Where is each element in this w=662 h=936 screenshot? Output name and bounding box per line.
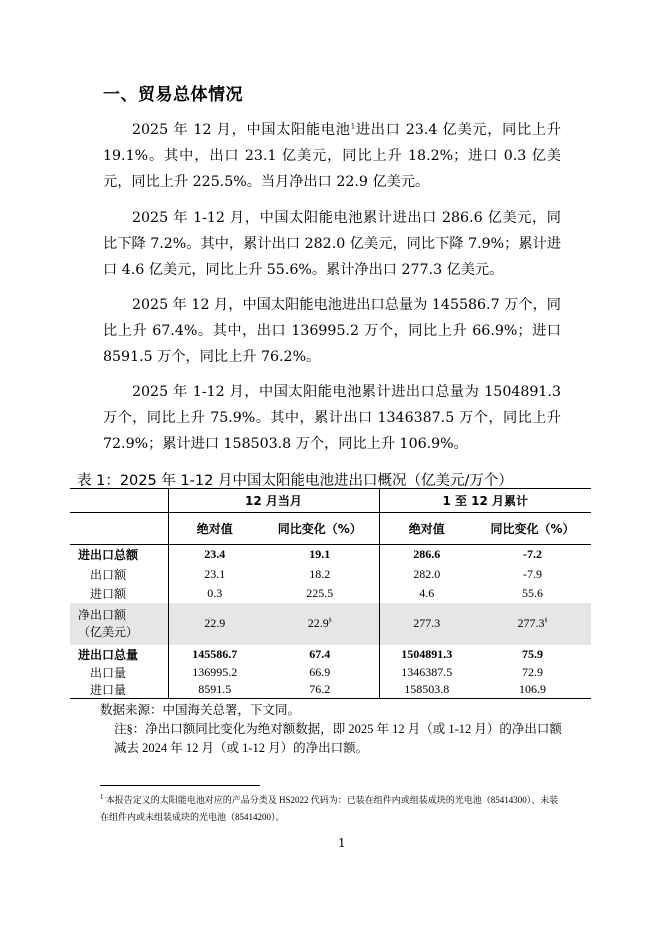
table-group-header-row <box>70 489 591 513</box>
table-cell: -7.9 <box>523 566 542 581</box>
table-cell: 66.9 <box>261 664 379 681</box>
table-row <box>70 681 591 699</box>
paragraph-1 <box>103 117 561 195</box>
table-cell: 19.1 <box>261 545 379 565</box>
footnote-reference[interactable]: 1 <box>350 122 356 131</box>
paragraph-2: 2025 年 1-12 月，中国太阳能电池累计进出口 286.6 亿美元，同比下降 7.2%。其中，累计出口 282.0 亿美元，同比下降 7.9%；累计进口 4.6 亿美元，同比上升 55.6%。累计净出口 277.3 亿美元。 <box>103 210 561 278</box>
table-cell: 136995.2 <box>192 664 238 679</box>
net-export-note <box>100 720 565 758</box>
row-label-export-value: 出口额 <box>70 565 168 584</box>
table-cell: 145586.7 <box>192 646 238 661</box>
table-cell: 23.4 <box>204 547 226 562</box>
col-header-month-yoy: 同比变化（%） <box>261 513 379 545</box>
table-cell: 23.1 <box>204 566 226 581</box>
col-header-cum-yoy: 同比变化（%） <box>490 522 575 536</box>
paragraph-1-text-a: 2025 年 12 月，中国太阳能电池 <box>132 122 351 138</box>
table-row <box>70 545 591 565</box>
table-row <box>70 645 591 664</box>
table-title: 表 1：2025 年 1-12 月中国太阳能电池进出口概况（亿美元/万个） <box>77 473 513 489</box>
paragraph-1-text-b: 进出口 23.4 亿美元，同比上升 19.1%。其中，出口 23.1 亿美元，同比上升 18.2%；进口 0.3 亿美元，同比上升 225.5%。当月净出口 22.9 亿美元。 <box>103 122 561 190</box>
table-cell: 1504891.3 <box>401 646 453 661</box>
section-mark: § <box>328 618 332 624</box>
table-row <box>70 603 591 645</box>
table-cell: 0.3 <box>207 585 223 600</box>
table-cell-value: 22.9 <box>307 616 329 630</box>
table-cell-value: 277.3 <box>517 616 545 630</box>
paragraph-4: 2025 年 1-12 月，中国太阳能电池累计进出口总量为 1504891.3 万个，同比上升 75.9%。其中，累计出口 1346387.5 万个，同比上升 72.9%；累计进口 158503.8 万个，同比上升 106.9%。 <box>103 384 561 452</box>
table-cell <box>474 603 591 645</box>
table-corner-cell <box>70 489 168 513</box>
section-heading: 一、贸易总体情况 <box>103 85 243 105</box>
table-cell: 277.3 <box>379 603 474 645</box>
table-row-label-header <box>70 513 168 545</box>
table-cell: 4.6 <box>419 585 435 600</box>
section-mark: § <box>544 618 548 624</box>
table-cell: 282.0 <box>413 566 441 581</box>
col-header-cum-value: 绝对值 <box>408 522 445 536</box>
group-header-cumulative: 1 至 12 月累计 <box>442 494 529 508</box>
table-cell: 286.6 <box>413 547 441 562</box>
table-cell: 158503.8 <box>404 681 450 696</box>
table-cell: 55.6 <box>522 585 543 600</box>
row-label-net-export <box>70 603 168 645</box>
table-cell: 67.4 <box>261 645 379 664</box>
data-source-note: 数据来源：中国海关总署，下文同。 <box>100 703 301 717</box>
table-cell <box>261 603 379 645</box>
page-number: 1 <box>338 836 346 850</box>
table-column-header-row <box>70 513 591 545</box>
table-cell: 225.5 <box>261 584 379 603</box>
row-label-total-value: 进出口总额 <box>70 545 168 565</box>
table-cell: 18.2 <box>261 565 379 584</box>
table-cell: 75.9 <box>522 646 543 661</box>
table-cell: 1346387.5 <box>401 664 453 679</box>
table-row <box>70 664 591 681</box>
row-label-import-value: 进口额 <box>70 584 168 603</box>
footnote-mark: 1 <box>100 793 104 801</box>
paragraph-3: 2025 年 12 月，中国太阳能电池进出口总量为 145586.7 万个，同比上升 67.4%。其中，出口 136995.2 万个，同比上升 66.9%；进口 8591.5 万个，同比上升 76.2%。 <box>103 297 561 365</box>
row-label-total-quantity: 进出口总量 <box>70 645 168 664</box>
table-cell: 72.9 <box>522 664 543 679</box>
table-row <box>70 584 591 603</box>
table-cell: 22.9 <box>168 603 261 645</box>
trade-summary-table <box>70 488 591 699</box>
row-label-net-export-line1: 净出口额 <box>78 607 127 622</box>
footnote-text: 本报告定义的太阳能电池对应的产品分类及 HS2022 代码为：已装在组件内或组装成块的光电池（85414300）、未装在组件内或未组装成块的光电池（85414200）。 <box>100 795 559 822</box>
table-row <box>70 565 591 584</box>
net-export-note-text: 注§：净出口额同比变化为绝对额数据，即 2025 年 12 月（或 1-12 月）的净出口额减去 2024 年 12 月（或 1-12 月）的净出口额。 <box>114 722 562 755</box>
group-header-month: 12 月当月 <box>168 489 379 513</box>
table-cell: -7.2 <box>523 547 542 562</box>
col-header-month-value: 绝对值 <box>196 522 233 536</box>
row-label-export-quantity: 出口量 <box>70 664 168 681</box>
table-cell: 106.9 <box>519 681 546 696</box>
footnote-divider <box>100 785 260 786</box>
footnote <box>100 792 565 826</box>
table-cell: 76.2 <box>261 681 379 699</box>
table-cell: 8591.5 <box>198 681 232 696</box>
row-label-import-quantity: 进口量 <box>70 681 168 699</box>
row-label-net-export-line2: （亿美元） <box>78 624 139 639</box>
